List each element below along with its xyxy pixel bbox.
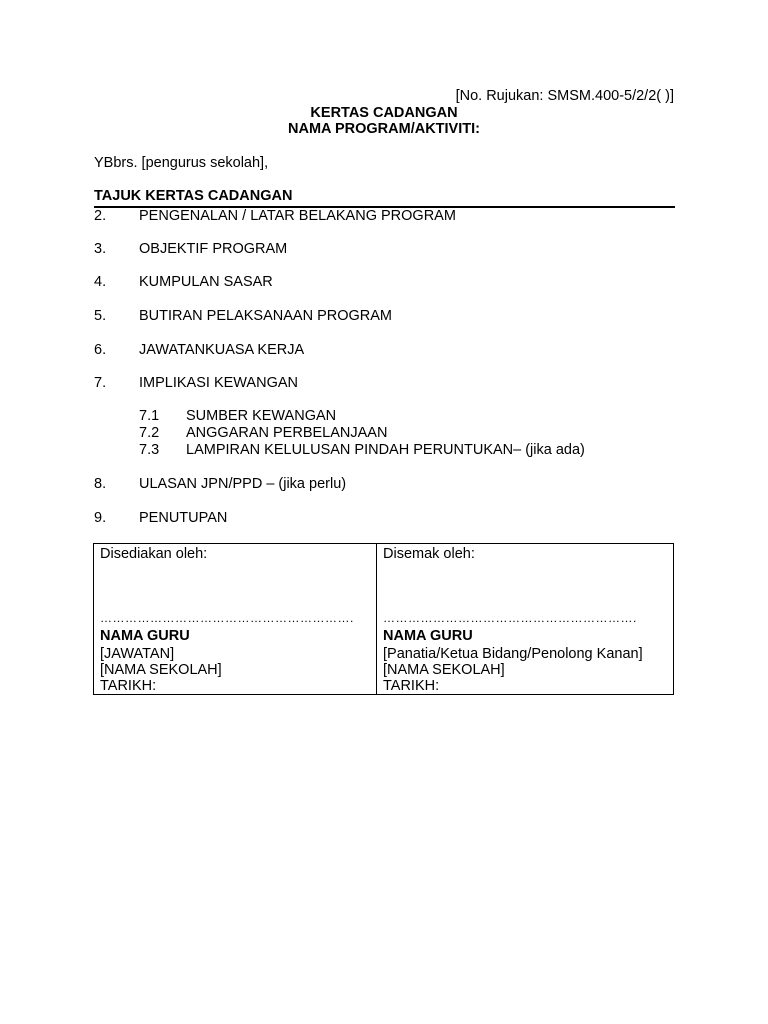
section-heading: TAJUK KERTAS CADANGAN — [94, 188, 293, 204]
item-butiran: BUTIRAN PELAKSANAAN PROGRAM — [139, 308, 392, 324]
program-name-heading: NAMA PROGRAM/AKTIVITI: — [288, 121, 480, 137]
item-number: 6. — [94, 342, 107, 358]
subitem-lampiran: LAMPIRAN KELULUSAN PINDAH PERUNTUKAN– (jika ada) — [186, 442, 585, 458]
prepared-by-cell — [94, 544, 377, 694]
subitem-anggaran: ANGGARAN PERBELANJAAN — [186, 425, 388, 441]
prepared-by-label: Disediakan oleh: — [100, 546, 208, 562]
signature-line: ……………………………………………………. — [383, 611, 637, 625]
school-name-line: [NAMA SEKOLAH] — [100, 662, 222, 678]
item-kumpulan-sasar: KUMPULAN SASAR — [139, 274, 273, 290]
item-number: 9. — [94, 510, 107, 526]
position-line: [JAWATAN] — [100, 646, 175, 662]
item-implikasi-kewangan: IMPLIKASI KEWANGAN — [139, 375, 298, 391]
item-number: 8. — [94, 476, 107, 492]
item-number: 4. — [94, 274, 107, 290]
date-line: TARIKH: — [383, 678, 440, 694]
item-ulasan: ULASAN JPN/PPD – (jika perlu) — [139, 476, 347, 492]
reviewed-by-label: Disemak oleh: — [383, 546, 475, 562]
item-number: 7. — [94, 375, 107, 391]
subitem-number: 7.1 — [139, 408, 160, 424]
salutation: YBbrs. [pengurus sekolah], — [94, 155, 269, 171]
teacher-name: NAMA GURU — [383, 628, 473, 644]
subitem-sumber-kewangan: SUMBER KEWANGAN — [186, 408, 337, 424]
item-number: 2. — [94, 208, 107, 224]
item-jawatankuasa: JAWATANKUASA KERJA — [139, 342, 305, 358]
item-objektif: OBJEKTIF PROGRAM — [139, 241, 288, 257]
item-number: 5. — [94, 308, 107, 324]
subitem-number: 7.2 — [139, 425, 160, 441]
item-number: 3. — [94, 241, 107, 257]
document-title: KERTAS CADANGAN — [310, 105, 458, 121]
position-line: [Panatia/Ketua Bidang/Penolong Kanan] — [383, 646, 643, 662]
item-pengenalan: PENGENALAN / LATAR BELAKANG PROGRAM — [139, 208, 456, 224]
signature-line: ……………………………………………………. — [100, 611, 354, 625]
reference-number: [No. Rujukan: SMSM.400-5/2/2( )] — [455, 88, 674, 104]
subitem-number: 7.3 — [139, 442, 160, 458]
reviewed-by-cell — [377, 544, 673, 694]
item-penutupan: PENUTUPAN — [139, 510, 228, 526]
teacher-name: NAMA GURU — [100, 628, 190, 644]
date-line: TARIKH: — [100, 678, 157, 694]
school-name-line: [NAMA SEKOLAH] — [383, 662, 505, 678]
signature-table — [93, 543, 674, 695]
